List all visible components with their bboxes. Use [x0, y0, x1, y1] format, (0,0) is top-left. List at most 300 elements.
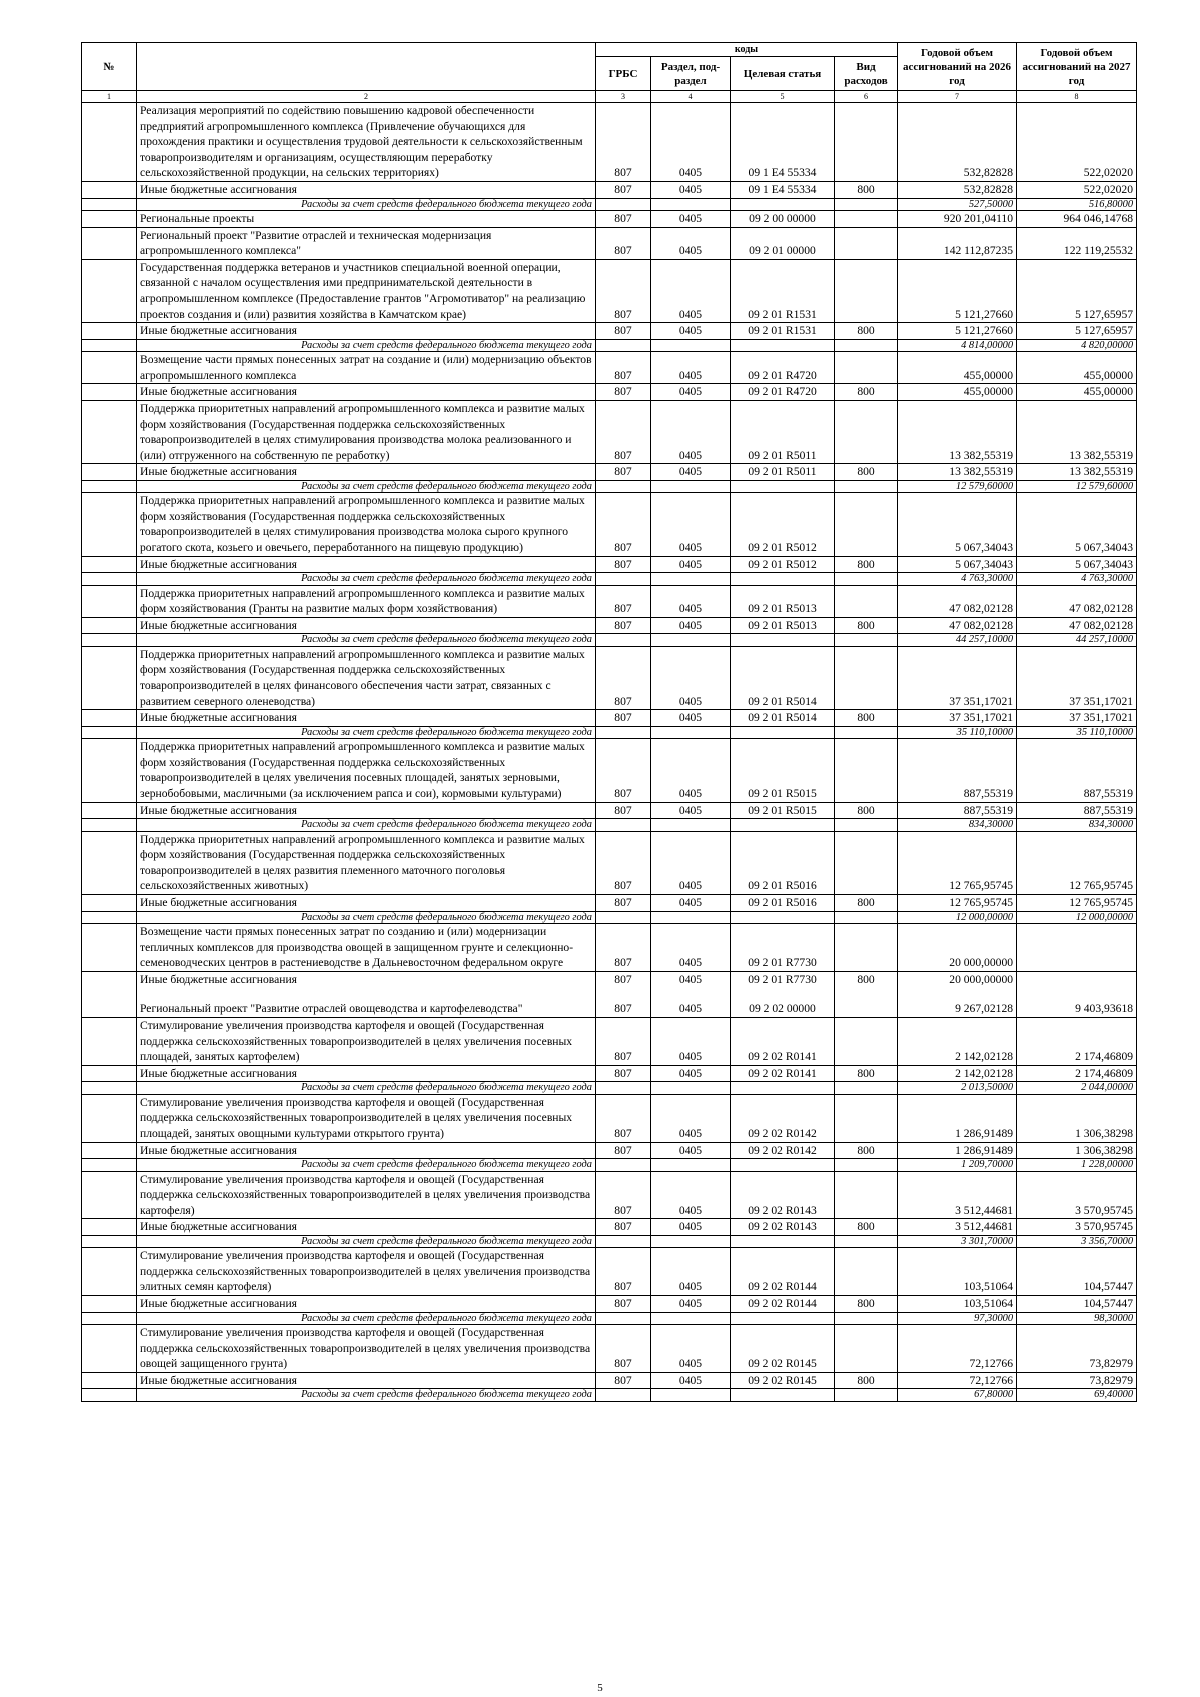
amount-2026-cell: 9 267,02128 [898, 1001, 1017, 1017]
amount-2027-cell: 522,02020 [1017, 181, 1137, 198]
razdel-cell: 0405 [651, 464, 731, 481]
amount-2027-cell: 69,40000 [1017, 1389, 1137, 1401]
table-row [82, 1219, 1137, 1236]
grbs-cell [596, 1235, 651, 1247]
amount-2026-cell: 2 142,02128 [898, 1065, 1017, 1082]
amount-2027-cell: 4 763,30000 [1017, 573, 1137, 585]
table-row [82, 1017, 1137, 1065]
grbs-cell: 807 [596, 617, 651, 634]
grbs-cell [596, 339, 651, 351]
grbs-cell [596, 1082, 651, 1094]
table-row [82, 1065, 1137, 1082]
amount-2026-cell: 13 382,55319 [898, 400, 1017, 463]
row-name-cell: Региональный проект "Развитие отраслей овощеводства и картофелеводства" [137, 1001, 596, 1017]
amount-2026-cell: 12 000,00000 [898, 911, 1017, 923]
tsel-cell: 09 2 02 R0143 [731, 1171, 835, 1219]
razdel-cell: 0405 [651, 646, 731, 709]
row-name-cell: Иные бюджетные ассигнования [137, 556, 596, 573]
table-row [82, 894, 1137, 911]
amount-2026-cell: 47 082,02128 [898, 617, 1017, 634]
amount-2027-cell: 455,00000 [1017, 352, 1137, 384]
vid-cell [835, 726, 898, 738]
vid-cell [835, 1312, 898, 1324]
row-name-cell: Расходы за счет средств федерального бюджета текущего года [137, 339, 596, 351]
tsel-cell: 09 2 01 R1531 [731, 259, 835, 322]
amount-2027-cell: 455,00000 [1017, 384, 1137, 401]
vid-cell [835, 227, 898, 259]
amount-2026-cell: 2 142,02128 [898, 1017, 1017, 1065]
column-numbers-row [82, 91, 1137, 103]
grbs-cell: 807 [596, 739, 651, 802]
row-num-cell [82, 480, 137, 492]
tsel-cell [731, 634, 835, 646]
row-name-cell: Поддержка приоритетных направлений агропромышленного комплекса и развитие малых форм хозяйствования (Государственная поддержка сельскохозяйственных товаропроизводителей в целях стимулирования производства молока реализованного и (или) отгруженного на собственную пе реработку) [137, 400, 596, 463]
amount-2026-cell: 3 512,44681 [898, 1171, 1017, 1219]
vid-cell [835, 1159, 898, 1171]
tsel-cell: 09 2 02 00000 [731, 1001, 835, 1017]
grbs-cell: 807 [596, 1171, 651, 1219]
row-name-cell: Расходы за счет средств федерального бюджета текущего года [137, 1159, 596, 1171]
federal-budget-row [82, 819, 1137, 831]
row-name-cell: Расходы за счет средств федерального бюджета текущего года [137, 1389, 596, 1401]
razdel-cell: 0405 [651, 1094, 731, 1142]
grbs-cell: 807 [596, 923, 651, 971]
table-row [82, 1171, 1137, 1219]
grbs-cell: 807 [596, 556, 651, 573]
amount-2027-cell: 834,30000 [1017, 819, 1137, 831]
amount-2027-cell: 5 127,65957 [1017, 323, 1137, 340]
razdel-cell: 0405 [651, 1001, 731, 1017]
amount-2027-cell: 5 067,34043 [1017, 493, 1137, 556]
grbs-cell [596, 1312, 651, 1324]
table-row [82, 617, 1137, 634]
table-row [82, 1094, 1137, 1142]
amount-2027-cell: 3 356,70000 [1017, 1235, 1137, 1247]
grbs-cell [596, 819, 651, 831]
budget-table [81, 42, 1137, 1402]
grbs-cell [596, 726, 651, 738]
vid-cell [835, 1248, 898, 1296]
row-num-cell [82, 726, 137, 738]
amount-2027-cell: 2 044,00000 [1017, 1082, 1137, 1094]
row-num-cell [82, 1001, 137, 1017]
tsel-cell: 09 2 02 R0143 [731, 1219, 835, 1236]
vid-cell [835, 819, 898, 831]
grbs-cell: 807 [596, 323, 651, 340]
vid-cell: 800 [835, 1219, 898, 1236]
row-num-cell [82, 923, 137, 971]
tsel-cell: 09 2 01 R5011 [731, 400, 835, 463]
row-name-cell: Расходы за счет средств федерального бюджета текущего года [137, 1235, 596, 1247]
row-name-cell: Возмещение части прямых понесенных затрат по созданию и (или) модернизации тепличных комплексов для производства овощей в защищенном грунте и селекционно-семеноводческих центров в растениеводстве в Дальневосточном федеральном округе [137, 923, 596, 971]
amount-2027-cell: 13 382,55319 [1017, 400, 1137, 463]
vid-cell: 800 [835, 1296, 898, 1313]
tsel-cell [731, 1312, 835, 1324]
grbs-cell: 807 [596, 384, 651, 401]
amount-2026-cell: 13 382,55319 [898, 464, 1017, 481]
table-header [82, 43, 1137, 103]
header-razdel: Раздел, под-раздел [651, 57, 731, 91]
grbs-cell: 807 [596, 1142, 651, 1159]
row-name-cell: Иные бюджетные ассигнования [137, 1372, 596, 1389]
row-num-cell [82, 339, 137, 351]
razdel-cell: 0405 [651, 739, 731, 802]
grbs-cell: 807 [596, 1248, 651, 1296]
razdel-cell: 0405 [651, 384, 731, 401]
col-number: 1 [82, 91, 137, 103]
row-num-cell [82, 1094, 137, 1142]
grbs-cell: 807 [596, 210, 651, 227]
vid-cell [835, 1001, 898, 1017]
spacer-row [82, 987, 1137, 1001]
grbs-cell: 807 [596, 971, 651, 987]
amount-2026-cell: 920 201,04110 [898, 210, 1017, 227]
vid-cell [835, 352, 898, 384]
table-row [82, 1296, 1137, 1313]
row-name-cell: Расходы за счет средств федерального бюджета текущего года [137, 819, 596, 831]
razdel-cell: 0405 [651, 400, 731, 463]
federal-budget-row [82, 573, 1137, 585]
vid-cell [835, 831, 898, 894]
vid-cell: 800 [835, 971, 898, 987]
amount-2027-cell: 522,02020 [1017, 103, 1137, 182]
amount-2027-cell: 5 127,65957 [1017, 259, 1137, 322]
amount-2026-cell: 5 067,34043 [898, 556, 1017, 573]
amount-2027-cell: 35 110,10000 [1017, 726, 1137, 738]
row-name-cell: Расходы за счет средств федерального бюджета текущего года [137, 726, 596, 738]
tsel-cell: 09 2 01 R5016 [731, 894, 835, 911]
vid-cell [835, 739, 898, 802]
row-num-cell [82, 259, 137, 322]
razdel-cell: 0405 [651, 556, 731, 573]
razdel-cell [651, 911, 731, 923]
grbs-cell: 807 [596, 802, 651, 819]
tsel-cell: 09 2 01 R5012 [731, 493, 835, 556]
grbs-cell: 807 [596, 400, 651, 463]
vid-cell [835, 1017, 898, 1065]
vid-cell [835, 1389, 898, 1401]
razdel-cell: 0405 [651, 894, 731, 911]
tsel-cell: 09 2 01 R4720 [731, 352, 835, 384]
vid-cell: 800 [835, 1372, 898, 1389]
tsel-cell [731, 726, 835, 738]
header-name [137, 43, 596, 91]
table-row [82, 1248, 1137, 1296]
table-row [82, 923, 1137, 971]
col-number: 2 [137, 91, 596, 103]
razdel-cell [651, 1235, 731, 1247]
col-number: 6 [835, 91, 898, 103]
tsel-cell: 09 2 01 R5015 [731, 739, 835, 802]
razdel-cell: 0405 [651, 181, 731, 198]
table-body [82, 103, 1137, 1402]
tsel-cell: 09 2 01 R5014 [731, 710, 835, 727]
tsel-cell [731, 198, 835, 210]
razdel-cell: 0405 [651, 1171, 731, 1219]
row-name-cell: Иные бюджетные ассигнования [137, 384, 596, 401]
vid-cell: 800 [835, 181, 898, 198]
vid-cell: 800 [835, 323, 898, 340]
header-codes: коды [596, 43, 898, 57]
row-name-cell: Расходы за счет средств федерального бюджета текущего года [137, 480, 596, 492]
amount-2027-cell: 964 046,14768 [1017, 210, 1137, 227]
amount-2026-cell: 4 763,30000 [898, 573, 1017, 585]
amount-2027-cell: 122 119,25532 [1017, 227, 1137, 259]
row-num-cell [82, 1017, 137, 1065]
razdel-cell: 0405 [651, 802, 731, 819]
tsel-cell: 09 2 02 R0145 [731, 1372, 835, 1389]
empty-cell [731, 987, 835, 1001]
row-num-cell [82, 103, 137, 182]
header-num: № [82, 43, 137, 91]
row-name-cell: Поддержка приоритетных направлений агропромышленного комплекса и развитие малых форм хозяйствования (Государственная поддержка сельскохозяйственных товаропроизводителей в целях увеличения посевных площадей, занятых зерновыми, зернобобовыми, масличными (за исключением рапса и сои), кормовыми культурами) [137, 739, 596, 802]
table-row [82, 585, 1137, 617]
row-name-cell: Иные бюджетные ассигнования [137, 1065, 596, 1082]
row-num-cell [82, 1171, 137, 1219]
grbs-cell: 807 [596, 646, 651, 709]
razdel-cell: 0405 [651, 617, 731, 634]
empty-cell [82, 987, 137, 1001]
amount-2026-cell: 47 082,02128 [898, 585, 1017, 617]
amount-2027-cell: 104,57447 [1017, 1296, 1137, 1313]
row-name-cell: Иные бюджетные ассигнования [137, 617, 596, 634]
amount-2026-cell: 12 765,95745 [898, 894, 1017, 911]
razdel-cell: 0405 [651, 352, 731, 384]
amount-2027-cell: 47 082,02128 [1017, 585, 1137, 617]
row-name-cell: Расходы за счет средств федерального бюджета текущего года [137, 198, 596, 210]
vid-cell [835, 493, 898, 556]
amount-2026-cell: 3 301,70000 [898, 1235, 1017, 1247]
amount-2026-cell: 532,82828 [898, 181, 1017, 198]
table-row [82, 802, 1137, 819]
amount-2026-cell: 2 013,50000 [898, 1082, 1017, 1094]
vid-cell: 800 [835, 802, 898, 819]
amount-2027-cell: 47 082,02128 [1017, 617, 1137, 634]
amount-2026-cell: 72,12766 [898, 1372, 1017, 1389]
razdel-cell: 0405 [651, 585, 731, 617]
federal-budget-row [82, 1159, 1137, 1171]
row-name-cell: Поддержка приоритетных направлений агропромышленного комплекса и развитие малых форм хозяйствования (Гранты на развитие малых форм хозяйствования) [137, 585, 596, 617]
row-num-cell [82, 323, 137, 340]
header-grbs: ГРБС [596, 57, 651, 91]
amount-2027-cell: 887,55319 [1017, 802, 1137, 819]
empty-cell [596, 987, 651, 1001]
grbs-cell: 807 [596, 227, 651, 259]
row-name-cell: Иные бюджетные ассигнования [137, 1219, 596, 1236]
tsel-cell: 09 2 01 R5014 [731, 646, 835, 709]
amount-2026-cell: 67,80000 [898, 1389, 1017, 1401]
federal-budget-row [82, 1235, 1137, 1247]
col-number: 4 [651, 91, 731, 103]
razdel-cell [651, 339, 731, 351]
grbs-cell [596, 1389, 651, 1401]
empty-cell [651, 987, 731, 1001]
grbs-cell [596, 911, 651, 923]
vid-cell [835, 1235, 898, 1247]
amount-2026-cell: 35 110,10000 [898, 726, 1017, 738]
grbs-cell: 807 [596, 1325, 651, 1373]
table-row [82, 1142, 1137, 1159]
grbs-cell: 807 [596, 181, 651, 198]
row-num-cell [82, 634, 137, 646]
amount-2027-cell [1017, 971, 1137, 987]
tsel-cell [731, 1082, 835, 1094]
amount-2026-cell: 5 067,34043 [898, 493, 1017, 556]
vid-cell: 800 [835, 1142, 898, 1159]
tsel-cell: 09 2 01 R5011 [731, 464, 835, 481]
row-num-cell [82, 1389, 137, 1401]
razdel-cell: 0405 [651, 1296, 731, 1313]
row-num-cell [82, 894, 137, 911]
grbs-cell: 807 [596, 1372, 651, 1389]
amount-2027-cell: 887,55319 [1017, 739, 1137, 802]
vid-cell: 800 [835, 1065, 898, 1082]
table-row [82, 493, 1137, 556]
amount-2026-cell: 20 000,00000 [898, 923, 1017, 971]
tsel-cell [731, 1235, 835, 1247]
amount-2026-cell: 455,00000 [898, 352, 1017, 384]
razdel-cell [651, 1159, 731, 1171]
vid-cell [835, 339, 898, 351]
amount-2026-cell: 1 209,70000 [898, 1159, 1017, 1171]
row-name-cell: Иные бюджетные ассигнования [137, 802, 596, 819]
amount-2026-cell: 97,30000 [898, 1312, 1017, 1324]
row-num-cell [82, 352, 137, 384]
header-vid: Вид расходов [835, 57, 898, 91]
row-num-cell [82, 400, 137, 463]
table-row [82, 710, 1137, 727]
razdel-cell: 0405 [651, 1017, 731, 1065]
row-name-cell: Иные бюджетные ассигнования [137, 1296, 596, 1313]
amount-2027-cell: 2 174,46809 [1017, 1065, 1137, 1082]
tsel-cell: 09 2 02 R0141 [731, 1017, 835, 1065]
amount-2026-cell: 834,30000 [898, 819, 1017, 831]
amount-2026-cell: 1 286,91489 [898, 1142, 1017, 1159]
grbs-cell: 807 [596, 710, 651, 727]
amount-2026-cell: 20 000,00000 [898, 971, 1017, 987]
grbs-cell [596, 1159, 651, 1171]
table-row [82, 1001, 1137, 1017]
amount-2027-cell: 12 765,95745 [1017, 894, 1137, 911]
empty-cell [1017, 987, 1137, 1001]
amount-2026-cell: 887,55319 [898, 739, 1017, 802]
tsel-cell: 09 1 Е4 55334 [731, 181, 835, 198]
razdel-cell [651, 634, 731, 646]
razdel-cell: 0405 [651, 710, 731, 727]
col-number: 3 [596, 91, 651, 103]
table-row [82, 464, 1137, 481]
row-num-cell [82, 646, 137, 709]
row-name-cell: Стимулирование увеличения производства картофеля и овощей (Государственная поддержка сельскохозяйственных товаропроизводителей в целях увеличения производства элитных семян картофеля) [137, 1248, 596, 1296]
row-num-cell [82, 819, 137, 831]
razdel-cell [651, 1082, 731, 1094]
vid-cell [835, 634, 898, 646]
vid-cell [835, 400, 898, 463]
federal-budget-row [82, 1312, 1137, 1324]
row-num-cell [82, 384, 137, 401]
razdel-cell: 0405 [651, 1142, 731, 1159]
header-2026: Годовой объем ассигнований на 2026 год [898, 43, 1017, 91]
table-row [82, 556, 1137, 573]
row-num-cell [82, 585, 137, 617]
amount-2027-cell: 9 403,93618 [1017, 1001, 1137, 1017]
amount-2026-cell: 103,51064 [898, 1248, 1017, 1296]
table-row [82, 384, 1137, 401]
amount-2027-cell: 37 351,17021 [1017, 646, 1137, 709]
row-name-cell: Стимулирование увеличения производства картофеля и овощей (Государственная поддержка сельскохозяйственных товаропроизводителей в целях увеличения производства овощей защищенного грунта) [137, 1325, 596, 1373]
tsel-cell: 09 2 01 R7730 [731, 971, 835, 987]
table-row [82, 739, 1137, 802]
tsel-cell [731, 339, 835, 351]
row-num-cell [82, 911, 137, 923]
tsel-cell: 09 2 01 R5013 [731, 585, 835, 617]
razdel-cell: 0405 [651, 210, 731, 227]
razdel-cell: 0405 [651, 1219, 731, 1236]
federal-budget-row [82, 339, 1137, 351]
table-row [82, 400, 1137, 463]
grbs-cell: 807 [596, 894, 651, 911]
tsel-cell: 09 2 00 00000 [731, 210, 835, 227]
table-row [82, 210, 1137, 227]
amount-2027-cell: 1 228,00000 [1017, 1159, 1137, 1171]
row-num-cell [82, 1325, 137, 1373]
table-row [82, 971, 1137, 987]
table-row [82, 1325, 1137, 1373]
grbs-cell [596, 480, 651, 492]
col-number: 8 [1017, 91, 1137, 103]
table-row [82, 103, 1137, 182]
razdel-cell: 0405 [651, 493, 731, 556]
amount-2026-cell: 12 579,60000 [898, 480, 1017, 492]
row-name-cell: Региональный проект "Развитие отраслей и техническая модернизация агропромышленного комплекса" [137, 227, 596, 259]
vid-cell [835, 573, 898, 585]
row-num-cell [82, 493, 137, 556]
tsel-cell [731, 1159, 835, 1171]
amount-2026-cell: 527,50000 [898, 198, 1017, 210]
col-number: 7 [898, 91, 1017, 103]
amount-2027-cell [1017, 923, 1137, 971]
row-name-cell: Поддержка приоритетных направлений агропромышленного комплекса и развитие малых форм хозяйствования (Государственная поддержка сельскохозяйственных товаропроизводителей в целях стимулирования производства молока сырого крупного рогатого скота, козьего и овечьего, переработанного на пищевую продукцию) [137, 493, 596, 556]
federal-budget-row [82, 634, 1137, 646]
grbs-cell: 807 [596, 352, 651, 384]
row-name-cell: Расходы за счет средств федерального бюджета текущего года [137, 1312, 596, 1324]
tsel-cell: 09 2 01 R5013 [731, 617, 835, 634]
tsel-cell: 09 2 01 R7730 [731, 923, 835, 971]
federal-budget-row [82, 911, 1137, 923]
grbs-cell: 807 [596, 1094, 651, 1142]
tsel-cell [731, 573, 835, 585]
tsel-cell: 09 2 02 R0142 [731, 1094, 835, 1142]
row-name-cell: Государственная поддержка ветеранов и участников специальной военной операции, связанной с началом осуществления ими предпринимательской деятельности в агропромышленном комплексе (Предоставление грантов "Агромотиватор" на реализацию проектов создания и (или) развития хозяйства в Камчатском крае) [137, 259, 596, 322]
grbs-cell: 807 [596, 1065, 651, 1082]
row-name-cell: Региональные проекты [137, 210, 596, 227]
page-number: 5 [597, 1682, 603, 1694]
amount-2026-cell: 3 512,44681 [898, 1219, 1017, 1236]
amount-2026-cell: 37 351,17021 [898, 646, 1017, 709]
row-num-cell [82, 739, 137, 802]
tsel-cell [731, 1389, 835, 1401]
amount-2027-cell: 1 306,38298 [1017, 1094, 1137, 1142]
vid-cell: 800 [835, 464, 898, 481]
amount-2026-cell: 887,55319 [898, 802, 1017, 819]
row-name-cell: Расходы за счет средств федерального бюджета текущего года [137, 911, 596, 923]
razdel-cell [651, 726, 731, 738]
row-num-cell [82, 617, 137, 634]
grbs-cell: 807 [596, 1296, 651, 1313]
vid-cell: 800 [835, 894, 898, 911]
vid-cell [835, 1082, 898, 1094]
tsel-cell: 09 2 02 R0142 [731, 1142, 835, 1159]
